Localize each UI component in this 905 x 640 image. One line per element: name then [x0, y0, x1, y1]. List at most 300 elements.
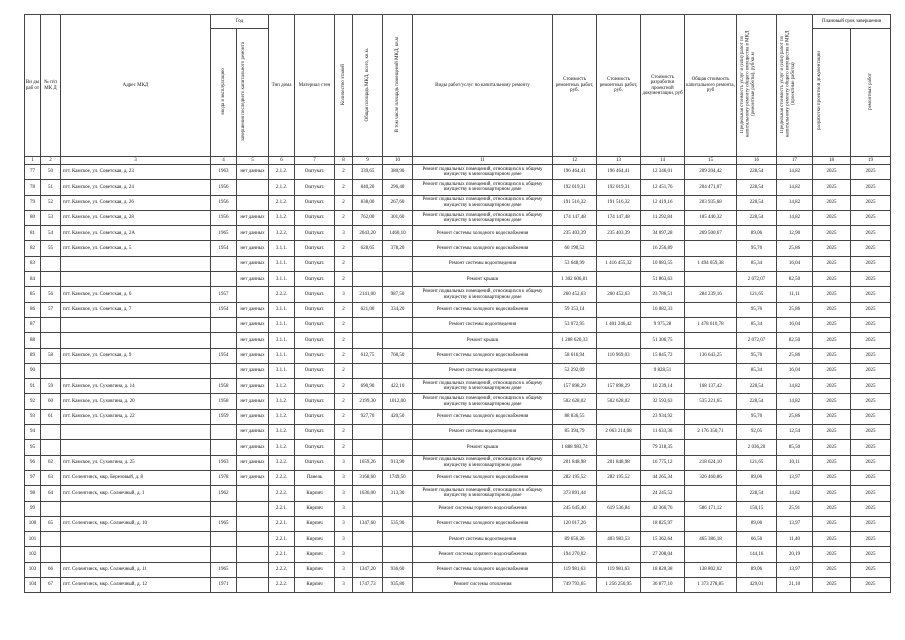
cell-col-6: 2.2.2.	[269, 486, 295, 501]
cell-col-3	[61, 440, 211, 455]
cell-col-9: 1747,73	[353, 578, 383, 593]
cell-col-3: пгт. Селенгинск, мкр. Солнечный, д. 12	[61, 578, 211, 593]
cell-col-7: Кирпич	[295, 486, 335, 501]
cell-col-3: пгт. Селенгинск, мкр. Березовый, д. 8	[61, 470, 211, 485]
cell-col-4	[211, 363, 237, 378]
cell-col-2	[41, 272, 61, 287]
cell-col-1: 98	[25, 486, 41, 501]
cell-col-1: 92	[25, 394, 41, 409]
table-row	[25, 486, 891, 501]
cell-col-18: 2025	[813, 501, 851, 516]
table-row	[25, 287, 891, 302]
cell-col-6: 2.2.1.	[269, 547, 295, 562]
cell-col-18: 2025	[813, 562, 851, 577]
cell-col-19: 2025	[851, 455, 891, 470]
cell-col-14: 18 820,38	[641, 562, 685, 577]
cell-col-9	[353, 547, 383, 562]
cell-col-13: 1 401 246,42	[597, 317, 641, 332]
cell-col-2	[41, 547, 61, 562]
cell-col-5: нет данных	[237, 455, 269, 470]
column-number: 4	[211, 157, 237, 165]
cell-col-17: 13,97	[777, 562, 813, 577]
table-row	[25, 241, 891, 256]
cell-col-13: 174 147,48	[597, 210, 641, 225]
cell-col-18: 2025	[813, 440, 851, 455]
cell-col-7: Оштукат.	[295, 226, 335, 241]
cell-col-12: 282 195,52	[553, 470, 597, 485]
cell-col-3	[61, 272, 211, 287]
cell-col-11: Ремонт крыши	[413, 440, 553, 455]
cell-col-8: 2	[335, 409, 353, 424]
cell-col-13: 110 969,03	[597, 348, 641, 363]
cell-col-9: 612,75	[353, 348, 383, 363]
cell-col-19: 2025	[851, 363, 891, 378]
cell-col-15: 284 239,16	[685, 287, 737, 302]
cell-col-15	[685, 516, 737, 531]
cell-col-9	[353, 363, 383, 378]
table-row	[25, 180, 891, 195]
cell-col-12: 502 628,02	[553, 394, 597, 409]
cell-col-19: 2025	[851, 547, 891, 562]
cell-col-8: 2	[335, 195, 353, 210]
cell-col-17: 21,10	[777, 578, 813, 593]
cell-col-13: 1 416 455,32	[597, 256, 641, 271]
cell-col-18: 2025	[813, 547, 851, 562]
cell-col-3: пгт. Камское, ул. Советская, д. 2А	[61, 226, 211, 241]
cell-col-5: нет данных	[237, 379, 269, 394]
cell-col-13: 502 628,02	[597, 394, 641, 409]
cell-col-1: 89	[25, 348, 41, 363]
cell-col-17: 82,50	[777, 333, 813, 348]
cell-col-4	[211, 532, 237, 547]
cell-col-5	[237, 180, 269, 195]
cell-col-15: 168 137,42	[685, 379, 737, 394]
cell-col-7: Оштукат.	[295, 272, 335, 287]
cell-col-9: 3168,60	[353, 470, 383, 485]
cell-col-4: 1956	[211, 180, 237, 195]
cell-col-8: 2	[335, 379, 353, 394]
cell-col-7: Оштукат.	[295, 287, 335, 302]
cell-col-14: 11 292,84	[641, 210, 685, 225]
table-row	[25, 317, 891, 332]
cell-col-18: 2025	[813, 455, 851, 470]
cell-col-13	[597, 486, 641, 501]
cell-col-18: 2025	[813, 210, 851, 225]
cell-col-10: 935,80	[383, 578, 413, 593]
cell-col-6: 2.2.2.	[269, 470, 295, 485]
cell-col-12: 1 888 983,74	[553, 440, 597, 455]
cell-col-6: 2.2.2.	[269, 562, 295, 577]
cell-col-2: 61	[41, 409, 61, 424]
cell-col-5: нет данных	[237, 348, 269, 363]
cell-col-1: 90	[25, 363, 41, 378]
cell-col-6: 3.1.1.	[269, 348, 295, 363]
cell-col-15: 185 440,32	[685, 210, 737, 225]
cell-col-9	[353, 532, 383, 547]
cell-col-2	[41, 425, 61, 440]
cell-col-12: 89 656,26	[553, 532, 597, 547]
cell-col-4	[211, 333, 237, 348]
cell-col-1: 95	[25, 440, 41, 455]
cell-col-4	[211, 501, 237, 516]
cell-col-10: 334,20	[383, 302, 413, 317]
cell-col-2: 64	[41, 486, 61, 501]
cell-col-1: 85	[25, 287, 41, 302]
cell-col-12: 88 836,55	[553, 409, 597, 424]
cell-col-3	[61, 501, 211, 516]
cell-col-8: 3	[335, 516, 353, 531]
cell-col-1: 82	[25, 241, 41, 256]
cell-col-14: 11 633,36	[641, 425, 685, 440]
cell-col-9: 1659,26	[353, 455, 383, 470]
table-row	[25, 532, 891, 547]
cell-col-10: 313,30	[383, 486, 413, 501]
cell-col-4	[211, 547, 237, 562]
cell-col-10: 1012,00	[383, 394, 413, 409]
cell-col-19: 2025	[851, 440, 891, 455]
table-row	[25, 256, 891, 271]
cell-col-13	[597, 409, 641, 424]
column-number: 11	[413, 157, 553, 165]
cell-col-3: пгт. Камское, ул. Советская, д. 23	[61, 165, 211, 180]
cell-col-5: нет данных	[237, 363, 269, 378]
cell-col-7: Оштукат.	[295, 180, 335, 195]
cell-col-18: 2025	[813, 470, 851, 485]
cell-col-11: Ремонт подвальных помещений, относящихся к общему имуществу в многоквартирном доме	[413, 210, 553, 225]
cell-col-19: 2025	[851, 287, 891, 302]
cell-col-9: 628,65	[353, 241, 383, 256]
header-design-cost: Стоимость разработки проектной документации, руб	[641, 15, 685, 157]
cell-col-7: Оштукат.	[295, 409, 335, 424]
cell-col-18: 2025	[813, 302, 851, 317]
cell-col-9: 2643,20	[353, 226, 383, 241]
cell-col-16: 95,76	[737, 302, 777, 317]
cell-col-16: 2 036,20	[737, 440, 777, 455]
cell-col-9: 2199,30	[353, 394, 383, 409]
cell-col-14: 23 786,51	[641, 287, 685, 302]
cell-col-16: 150,15	[737, 501, 777, 516]
column-number: 16	[737, 157, 777, 165]
cell-col-5: нет данных	[237, 210, 269, 225]
cell-col-18: 2025	[813, 578, 851, 593]
cell-col-18: 2025	[813, 486, 851, 501]
cell-col-16: 85,34	[737, 363, 777, 378]
cell-col-13	[597, 302, 641, 317]
cell-col-13	[597, 272, 641, 287]
cell-col-19: 2025	[851, 302, 891, 317]
cell-col-10: 768,50	[383, 348, 413, 363]
cell-col-3	[61, 363, 211, 378]
cell-col-8: 2	[335, 180, 353, 195]
cell-col-12: 60 190,52	[553, 241, 597, 256]
cell-col-19: 2025	[851, 379, 891, 394]
cell-col-12: 192 019,31	[553, 180, 597, 195]
cell-col-1: 100	[25, 516, 41, 531]
cell-col-9: 1347,20	[353, 562, 383, 577]
cell-col-5	[237, 501, 269, 516]
cell-col-4: 1965	[211, 226, 237, 241]
cell-col-3: пгт. Камское, ул. Суховгина, д. 20	[61, 394, 211, 409]
cell-col-8: 2	[335, 440, 353, 455]
table-row	[25, 394, 891, 409]
cell-col-7: Кирпич	[295, 562, 335, 577]
cell-col-11: Ремонт системы горячего водоснабжения	[413, 547, 553, 562]
cell-col-16: 228,54	[737, 394, 777, 409]
cell-col-7: Кирпич	[295, 501, 335, 516]
cell-col-11: Ремонт подвальных помещений, относящихся к общему имуществу в многоквартирном доме	[413, 394, 553, 409]
cell-col-10	[383, 272, 413, 287]
cell-col-18: 2025	[813, 394, 851, 409]
cell-col-13: 2 063 214,08	[597, 425, 641, 440]
cell-col-15: 535 221,65	[685, 394, 737, 409]
header-col1: Ви ды раб от	[25, 15, 41, 157]
column-number: 1	[25, 157, 41, 165]
cell-col-2: 60	[41, 394, 61, 409]
cell-col-8: 3	[335, 501, 353, 516]
cell-col-16: 228,54	[737, 486, 777, 501]
cell-col-14: 51 306,75	[641, 333, 685, 348]
cell-col-10: 378,20	[383, 241, 413, 256]
cell-col-4: 1956	[211, 210, 237, 225]
cell-col-13	[597, 363, 641, 378]
cell-col-6: 2.2.1.	[269, 532, 295, 547]
column-number: 12	[553, 157, 597, 165]
cell-col-3	[61, 547, 211, 562]
column-number: 19	[851, 157, 891, 165]
cell-col-15	[685, 241, 737, 256]
cell-col-18: 2025	[813, 272, 851, 287]
cell-col-19: 2025	[851, 195, 891, 210]
cell-col-2: 59	[41, 379, 61, 394]
cell-col-15	[685, 302, 737, 317]
cell-col-15: 218 624,10	[685, 455, 737, 470]
header-floors: Количество этажей	[335, 15, 353, 157]
cell-col-8: 2	[335, 302, 353, 317]
cell-col-3: пгт. Камское, ул. Суховгина, д. 25	[61, 455, 211, 470]
cell-col-17: 16,04	[777, 363, 813, 378]
cell-col-9: 762,00	[353, 210, 383, 225]
cell-col-5: нет данных	[237, 425, 269, 440]
cell-col-7: Оштукат.	[295, 256, 335, 271]
cell-col-11: Ремонт системы холодного водоснабжения	[413, 302, 553, 317]
cell-col-8: 3	[335, 486, 353, 501]
cell-col-1: 103	[25, 562, 41, 577]
cell-col-3	[61, 317, 211, 332]
cell-col-18: 2025	[813, 241, 851, 256]
cell-col-6: 3.1.2.	[269, 440, 295, 455]
cell-col-7: Оштукат.	[295, 195, 335, 210]
table-row	[25, 333, 891, 348]
cell-col-5	[237, 578, 269, 593]
cell-col-15: 269 500,67	[685, 226, 737, 241]
cell-col-15: 326 460,86	[685, 470, 737, 485]
column-number: 9	[353, 157, 383, 165]
cell-col-9: 339,65	[353, 165, 383, 180]
cell-col-1: 81	[25, 226, 41, 241]
cell-col-14: 16 256,89	[641, 241, 685, 256]
cell-col-17: 14,82	[777, 210, 813, 225]
cell-col-2	[41, 440, 61, 455]
column-number: 13	[597, 157, 641, 165]
cell-col-19: 2025	[851, 532, 891, 547]
cell-col-10: 380,90	[383, 165, 413, 180]
cell-col-15	[685, 333, 737, 348]
cell-col-11: Ремонт системы водоотведения	[413, 363, 553, 378]
cell-col-15: 1 478 610,78	[685, 317, 737, 332]
cell-col-12: 245 645,40	[553, 501, 597, 516]
cell-col-14: 44 265,34	[641, 470, 685, 485]
cell-col-15: 1 373 278,85	[685, 578, 737, 593]
cell-col-13: 191 516,32	[597, 195, 641, 210]
cell-col-10	[383, 425, 413, 440]
cell-col-18: 2025	[813, 195, 851, 210]
header-year-group: Год	[211, 15, 269, 29]
cell-col-12: 53 648,99	[553, 256, 597, 271]
cell-col-4: 1965	[211, 516, 237, 531]
cell-col-8: 2	[335, 165, 353, 180]
cell-col-8: 3	[335, 547, 353, 562]
cell-col-12: 85 394,79	[553, 425, 597, 440]
cell-col-5: нет данных	[237, 317, 269, 332]
cell-col-17: 14,82	[777, 394, 813, 409]
table-row	[25, 455, 891, 470]
header-deadline-repair: ремонтных работ	[851, 29, 891, 157]
cell-col-7: Панель	[295, 470, 335, 485]
cell-col-2: 62	[41, 455, 61, 470]
cell-col-14: 18 825,97	[641, 516, 685, 531]
cell-col-14: 42 366,76	[641, 501, 685, 516]
table-row	[25, 195, 891, 210]
cell-col-14: 27 208,04	[641, 547, 685, 562]
cell-col-2	[41, 501, 61, 516]
cell-col-11: Ремонт системы холодного водоснабжения	[413, 241, 553, 256]
cell-col-13	[597, 241, 641, 256]
cell-col-14: 12 346,01	[641, 165, 685, 180]
cell-col-17: 13,97	[777, 470, 813, 485]
header-max-cost-2: Предельная стоимость услуг и (или) работ по капитальному ремонту общего имущества в МКД (проектные работы)	[777, 15, 813, 157]
cell-col-16: 429,01	[737, 578, 777, 593]
cell-col-3: пгт. Камское, ул. Советская, д. 7	[61, 302, 211, 317]
cell-col-7: Оштукат.	[295, 379, 335, 394]
cell-col-18: 2025	[813, 379, 851, 394]
cell-col-14: 51 863,63	[641, 272, 685, 287]
cell-col-14: 15 845,72	[641, 348, 685, 363]
cell-col-11: Ремонт системы холодного водоснабжения	[413, 409, 553, 424]
table-row	[25, 547, 891, 562]
cell-col-17: 16,04	[777, 256, 813, 271]
cell-col-10: 535,90	[383, 516, 413, 531]
cell-col-10: 267,60	[383, 195, 413, 210]
column-number: 17	[777, 157, 813, 165]
cell-col-2: 66	[41, 562, 61, 577]
cell-col-6: 3.1.1.	[269, 241, 295, 256]
cell-col-14: 34 097,28	[641, 226, 685, 241]
cell-col-14: 15 362,64	[641, 532, 685, 547]
header-max-cost-1: Предельная стоимость услуг и (или) работ по капитальному ремонту общего имущества в МКД (ремонтные работы), руб/кв.м	[737, 15, 777, 157]
cell-col-12: 260 452,63	[553, 287, 597, 302]
cell-col-15: 465 386,18	[685, 532, 737, 547]
cell-col-13: 619 536,84	[597, 501, 641, 516]
cell-col-18: 2025	[813, 180, 851, 195]
cell-col-1: 99	[25, 501, 41, 516]
cell-col-13	[597, 516, 641, 531]
cell-col-11: Ремонт системы холодного водоснабжения	[413, 562, 553, 577]
cell-col-4: 1965	[211, 562, 237, 577]
cell-col-9: 690,90	[353, 379, 383, 394]
cell-col-14: 36 877,10	[641, 578, 685, 593]
cell-col-19: 2025	[851, 317, 891, 332]
cell-col-19: 2025	[851, 256, 891, 271]
cell-col-12: 120 017,26	[553, 516, 597, 531]
header-col2: № п/п МК Д	[41, 15, 61, 157]
cell-col-14: 12 451,76	[641, 180, 685, 195]
cell-col-17: 14,82	[777, 379, 813, 394]
cell-col-9: 840,20	[353, 180, 383, 195]
cell-col-4: 1957	[211, 287, 237, 302]
cell-col-11: Ремонт системы холодного водоснабжения	[413, 470, 553, 485]
cell-col-3: пгт. Камское, ул. Советская, д. 26	[61, 195, 211, 210]
cell-col-9: 621,00	[353, 302, 383, 317]
table-row	[25, 516, 891, 531]
cell-col-17: 13,97	[777, 516, 813, 531]
cell-col-11: Ремонт подвальных помещений, относящихся к общему имуществу в многоквартирном доме	[413, 455, 553, 470]
cell-col-6: 2.1.2.	[269, 195, 295, 210]
cell-col-10: 1749,50	[383, 470, 413, 485]
cell-col-4	[211, 256, 237, 271]
cell-col-4: 1958	[211, 394, 237, 409]
cell-col-4: 1978	[211, 470, 237, 485]
cell-col-6: 3.1.1.	[269, 333, 295, 348]
cell-col-12: 53 072,95	[553, 317, 597, 332]
cell-col-19: 2025	[851, 272, 891, 287]
cell-col-1: 87	[25, 317, 41, 332]
cell-col-6: 3.1.2.	[269, 409, 295, 424]
cell-col-11: Ремонт системы водоотведения	[413, 425, 553, 440]
cell-col-11: Ремонт системы водоотведения	[413, 317, 553, 332]
cell-col-2: 51	[41, 180, 61, 195]
cell-col-13	[597, 440, 641, 455]
cell-col-6: 2.1.2.	[269, 165, 295, 180]
cell-col-7: Кирпич	[295, 547, 335, 562]
cell-col-10: 422,10	[383, 379, 413, 394]
cell-col-9	[353, 256, 383, 271]
cell-col-11: Ремонт системы холодного водоснабжения	[413, 348, 553, 363]
cell-col-9: 1636,00	[353, 486, 383, 501]
cell-col-1: 79	[25, 195, 41, 210]
cell-col-8: 2	[335, 272, 353, 287]
cell-col-12: 59 353,14	[553, 302, 597, 317]
column-number: 5	[237, 157, 269, 165]
cell-col-3	[61, 425, 211, 440]
header-year-built: ввода в эксплуатацию	[211, 29, 237, 157]
cell-col-10: 296,40	[383, 180, 413, 195]
cell-col-6: 3.2.2.	[269, 455, 295, 470]
cell-col-6: 3.1.1.	[269, 256, 295, 271]
header-year-repair: завершения последнего капитального ремонта	[237, 29, 269, 157]
cell-col-6: 3.2.2.	[269, 226, 295, 241]
cell-col-6: 2.1.2.	[269, 180, 295, 195]
cell-col-6: 3.1.1.	[269, 363, 295, 378]
table-row	[25, 379, 891, 394]
cell-col-17: 14,82	[777, 180, 813, 195]
cell-col-17: 12,54	[777, 425, 813, 440]
cell-col-19: 2025	[851, 226, 891, 241]
cell-col-1: 102	[25, 547, 41, 562]
cell-col-5: нет данных	[237, 440, 269, 455]
cell-col-6: 3.1.2.	[269, 379, 295, 394]
cell-col-16: 228,54	[737, 165, 777, 180]
cell-col-3	[61, 256, 211, 271]
